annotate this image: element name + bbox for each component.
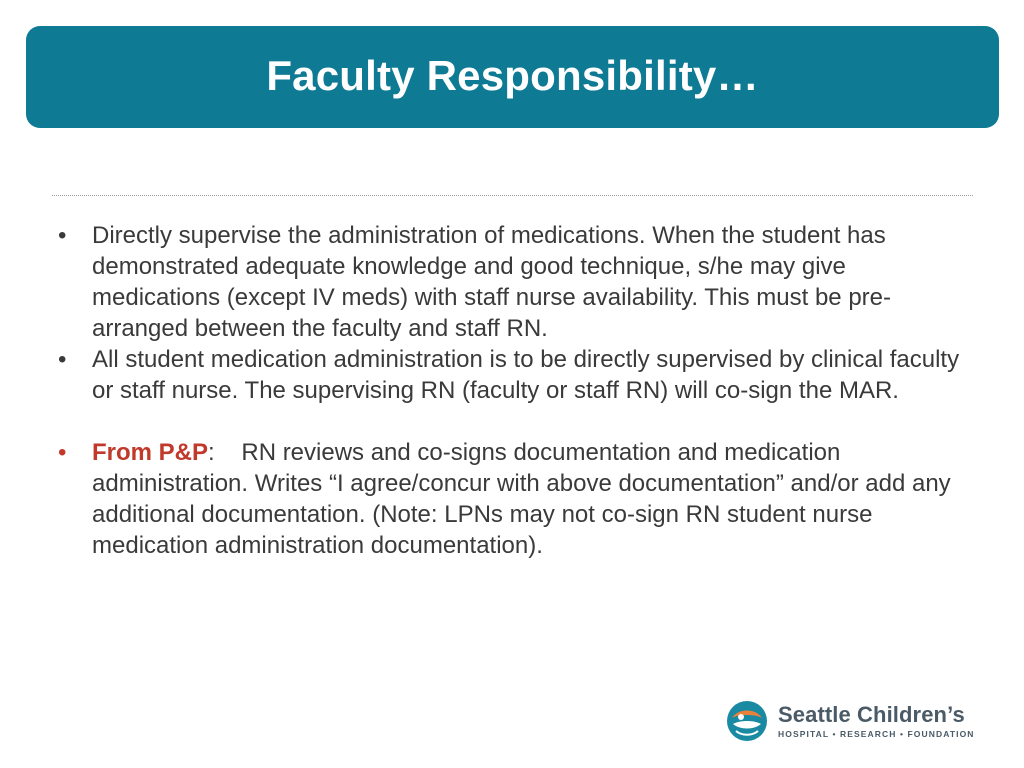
title-bar: [26, 26, 999, 128]
bullet-separator: :: [208, 439, 242, 466]
bullet-dot: •: [58, 346, 67, 373]
bullet-label: From P&P: [92, 439, 209, 466]
seattle-childrens-logo: [726, 698, 975, 744]
bullet-item: [52, 437, 972, 561]
bullet-text: Directly supervise the administration of medications. When the student has demonstrated adequate knowledge and good technique, s/he may give medications (except IV meds) with staff nurse availability. This must be pre-arranged between the faculty and staff RN.: [92, 222, 891, 342]
bullet-item: [52, 344, 972, 406]
seattle-childrens-logo-icon: [726, 700, 768, 742]
bullet-text: RN reviews and co-signs documentation and medication administration. Writes “I agree/concur with above documentation” and/or add any additional documentation. (Note: LPNs may not co-sign RN student nurse medication administration documentation).: [92, 439, 951, 559]
logo-tagline: HOSPITAL • RESEARCH • FOUNDATION: [778, 728, 975, 739]
bullet-text: All student medication administration is to be directly supervised by clinical faculty or staff nurse. The supervising RN (faculty or staff RN) will co-sign the MAR.: [92, 346, 960, 404]
divider: [52, 195, 973, 196]
bullet-list: [52, 220, 972, 561]
bullet-dot: •: [58, 439, 67, 466]
bullet-dot: •: [58, 222, 67, 249]
bullet-item: [52, 220, 972, 344]
slide-title: Faculty Responsibility…: [266, 52, 759, 99]
logo-name: Seattle Children’s: [778, 701, 965, 727]
